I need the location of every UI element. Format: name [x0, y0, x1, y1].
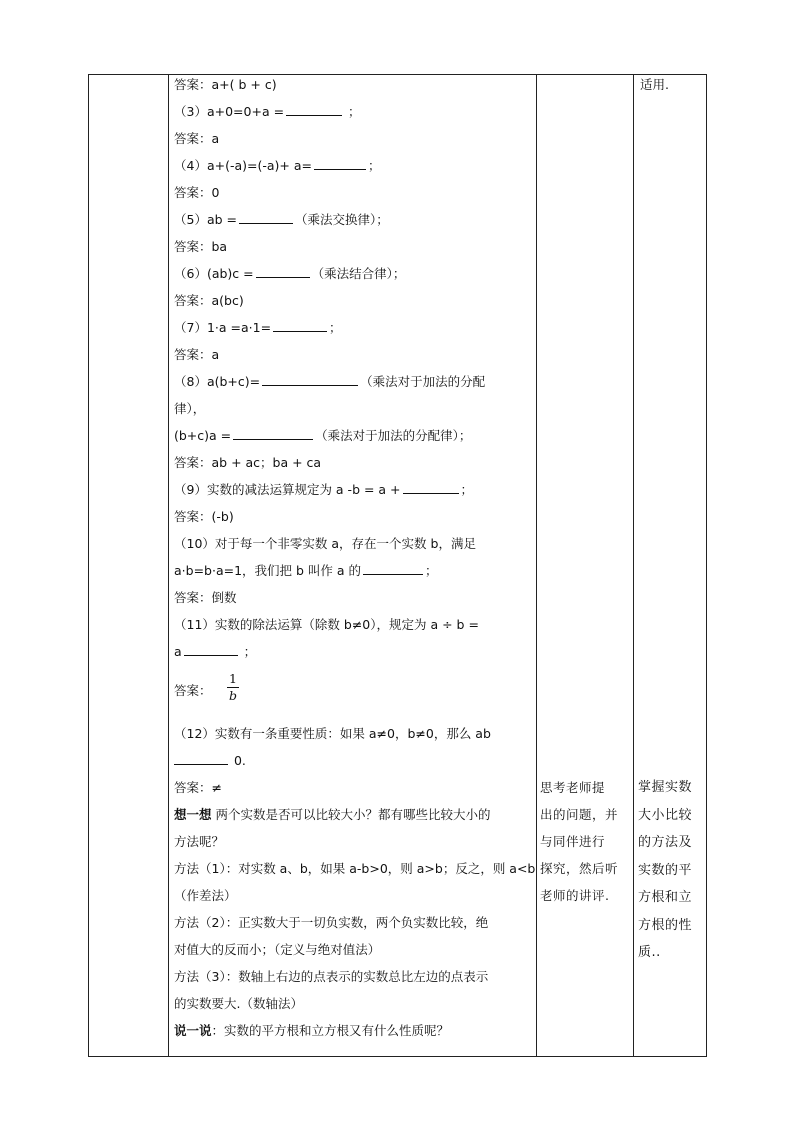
answer-11: 答案： 1 b [174, 671, 374, 711]
answer-4: 答案：0 [174, 185, 220, 200]
goal-line: 的方法及 [638, 835, 693, 850]
goal-line: 方根和立 [638, 890, 693, 905]
think-prompt: 想一想 两个实数是否可以比较大小？都有哪些比较大小的 [174, 807, 491, 822]
question-12: （12）实数有一条重要性质：如果 a≠0，b≠0，那么 ab [174, 726, 491, 741]
question-5: （5）ab = （乘法交换律）； [174, 212, 389, 227]
goal-line: 掌握实数 [638, 780, 693, 795]
question-4: （4）a+(-a)=(-a)+ a= ； [174, 158, 381, 173]
question-12-cont: 0. [174, 752, 246, 770]
question-9: （9）实数的减法运算规定为 a -b = a + ； [174, 482, 474, 497]
answer-5: 答案：ba [174, 239, 228, 254]
question-11: （11）实数的除法运算（除数 b≠0），规定为 a ÷ b = [174, 617, 479, 632]
answer-10: 答案：倒数 [174, 590, 237, 605]
method-1: 方法（1）：对实数 a、b，如果 a-b>0，则 a>b；反之，则 a<b [174, 861, 536, 876]
activity-line: 与同伴进行 [540, 834, 606, 849]
activity-line: 出的问题，并 [540, 807, 619, 822]
say-prompt: 说一说：实数的平方根和立方根又有什么性质呢？ [174, 1023, 450, 1038]
question-10-cont: a·b=b·a=1，我们把 b 叫作 a 的 ； [174, 563, 438, 578]
goal-cell-top: 适用. [640, 77, 669, 92]
design-intent [638, 774, 704, 967]
goal-line: 质.. [638, 945, 661, 960]
question-7: （7）1·a =a·1= ； [174, 320, 342, 335]
question-6: （6）(ab)c = （乘法结合律）； [174, 266, 406, 281]
fraction-one-over-b: 1 b [228, 671, 237, 703]
goal-line: 实数的平 [638, 862, 693, 878]
method-2-cont: 对值大的反而小；（定义与绝对值法） [174, 942, 381, 957]
answer-9: 答案：(-b) [174, 509, 234, 524]
question-8-cont: 律）， [174, 401, 206, 416]
question-8: （8）a(b+c)= （乘法对于加法的分配 [174, 374, 486, 389]
method-3: 方法（3）：数轴上右边的点表示的实数总比左边的点表示 [174, 969, 489, 984]
activity-line: 老师的讲评. [540, 888, 610, 903]
answer-6: 答案：a(bc) [174, 293, 244, 308]
col-divider-1 [168, 75, 169, 1056]
activity-line: 探究，然后听 [540, 861, 619, 876]
question-10: （10）对于每一个非零实数 a，存在一个实数 b，满足 [174, 536, 476, 551]
answer-3: 答案：a [174, 131, 220, 146]
student-activity [540, 774, 630, 909]
question-3: （3）a+0=0+a = ； [174, 104, 361, 119]
col-divider-3 [633, 75, 634, 1056]
answer-8: 答案：ab + ac；ba + ca [174, 455, 322, 470]
method-3-cont: 的实数要大.（数轴法） [174, 996, 303, 1011]
answer-12: 答案：≠ [174, 780, 222, 795]
method-2: 方法（2）：正实数大于一切负实数，两个负实数比较，绝 [174, 915, 489, 930]
question-11-cont: a ； [174, 644, 257, 659]
goal-line: 大小比较 [638, 807, 693, 823]
activity-line: 思考老师提 [540, 780, 606, 795]
think-prompt-cont: 方法呢？ [174, 834, 225, 849]
answer-7: 答案：a [174, 347, 220, 362]
col-divider-2 [536, 75, 537, 1056]
goal-line: 方根的性 [638, 917, 693, 933]
answer-line-2: 答案：a+( b + c) [174, 77, 277, 92]
question-8b: (b+c)a = （乘法对于加法的分配律）； [174, 428, 472, 443]
method-1-cont: （作差法） [174, 888, 237, 903]
